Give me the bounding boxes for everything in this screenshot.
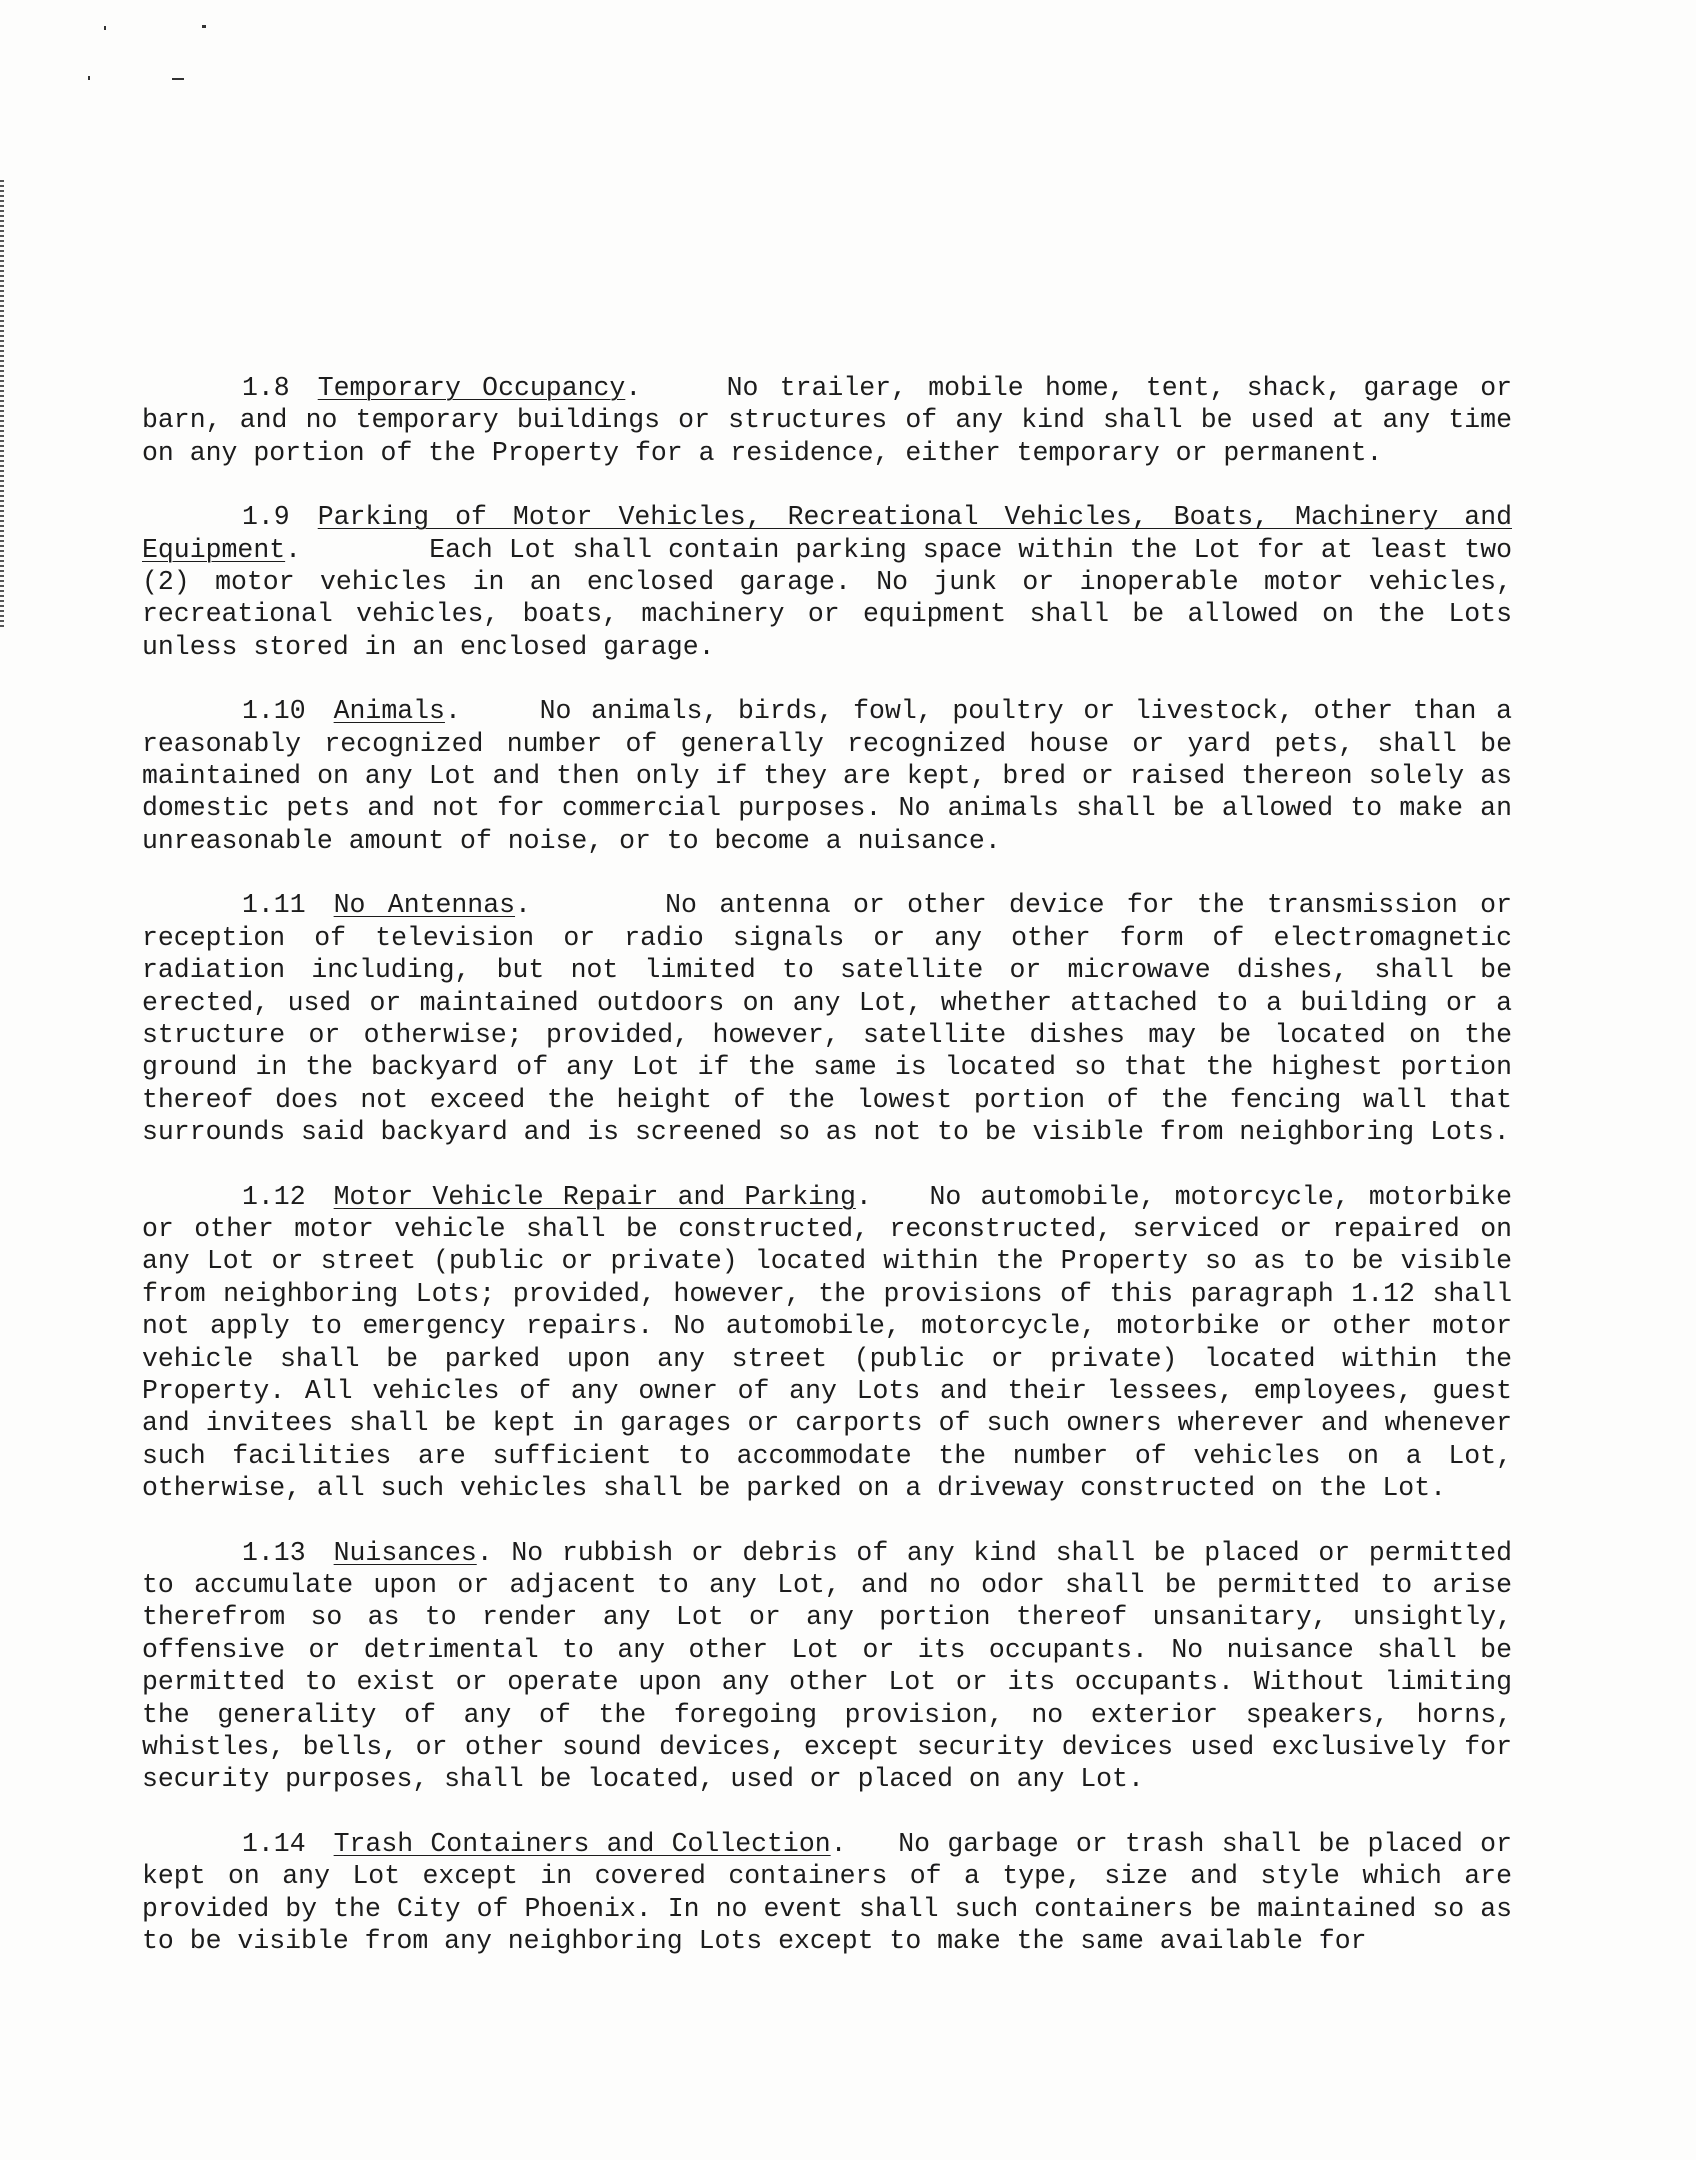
section-1-14: 1.14 Trash Containers and Collection. No garbage or trash shall be placed or kept on any Lot except in covered containers of a type, size and style which are provided by the City of Phoenix. In no event shall such containers be maintained so as to be visible from any neighboring Lots except to make the same available for bbox=[142, 1828, 1512, 1957]
section-1-8: 1.8 Temporary Occupancy. No trailer, mobile home, tent, shack, garage or barn, and no temporary buildings or structures of any kind shall be used at any time on any portion of the Property for a residence, either temporary or permanent. bbox=[142, 373, 1513, 468]
section-1-9: 1.9 Parking of Motor Vehicles, Recreational Vehicles, Boats, Machinery and Equipment. Each Lot shall contain parking space within the Lot for at least two (2) motor vehicles in an enclosed garage. No junk or inoperable motor vehicles, recreational vehicles, boats, machinery or equipment shall be allowed on the Lots unless stored in an enclosed garage. bbox=[142, 502, 1512, 662]
section-number: 1.8 bbox=[242, 373, 290, 403]
section-body: No garbage or trash shall be placed or kept on any Lot except in covered containers of a type, size and style which are provided by the City of Phoenix. In no event shall such containers be maintained so as to be visible from any neighboring Lots except to make the same available for bbox=[142, 1828, 1512, 1957]
section-1-12: 1.12 Motor Vehicle Repair and Parking. No automobile, motorcycle, motorbike or other motor vehicle shall be constructed, reconstructed, serviced or repaired on any Lot or street (public or private) located within the Property so as to be visible from neighboring Lots; provided, however, the provisions of this paragraph 1.12 shall not apply to emergency repairs. No automobile, motorcycle, motorbike or other motor vehicle shall be parked upon any street (public or private) located within the Property. All vehicles of any owner of any Lots and their lessees, employees, guest and invitees shall be kept in garages or carports of such owners wherever and whenever such facilities are sufficient to accommodate the number of vehicles on a Lot, otherwise, all such vehicles shall be parked on a driveway constructed on the Lot. bbox=[142, 1181, 1512, 1504]
section-number: 1.12 bbox=[242, 1181, 306, 1212]
section-body: Each Lot shall contain parking space within the Lot for at least two (2) motor vehicles in an enclosed garage. No junk or inoperable motor vehicles, recreational vehicles, boats, machinery or equipment shall be allowed on the Lots unless stored in an enclosed garage. bbox=[142, 534, 1512, 662]
section-body: No rubbish or debris of any kind shall be placed or permitted to accumulate upon or adjacent to any Lot, and no odor shall be permitted to arise therefrom so as to render any Lot or any portion thereof unsanitary, unsightly, offensive or detrimental to any other Lot or its occupants. No nuisance shall be permitted to exist or operate upon any other Lot or its occupants. Without limiting the generality of any of the foregoing provision, no exterior speakers, horns, whistles, bells, or other sound devices, except security devices used exclusively for security purposes, shall be located, used or placed on any Lot. bbox=[142, 1537, 1512, 1795]
section-heading: No Antennas bbox=[333, 890, 516, 921]
scan-speck bbox=[104, 26, 106, 30]
scan-edge-bar bbox=[0, 180, 4, 630]
section-body: No animals, birds, fowl, poultry or livestock, other than a reasonably recognized number of generally recognized house or yard pets, shall be maintained on any Lot and then only if they are kept, bred or raised thereon solely as domestic pets and not for commercial purposes. No animals shall be allowed to make an unreasonable amount of noise, or to become a nuisance. bbox=[142, 696, 1512, 856]
scan-speck bbox=[202, 25, 206, 28]
section-body: No trailer, mobile home, tent, shack, garage or barn, and no temporary buildings or structures of any kind shall be used at any time on any portion of the Property for a residence, either temporary or permanent. bbox=[142, 373, 1513, 468]
section-heading: Motor Vehicle Repair and Parking bbox=[333, 1181, 856, 1212]
section-number: 1.11 bbox=[242, 890, 306, 921]
scan-speck bbox=[172, 78, 184, 80]
section-1-13: 1.13 Nuisances. No rubbish or debris of any kind shall be placed or permitted to accumulate upon or adjacent to any Lot, and no odor shall be permitted to arise therefrom so as to render any Lot or any portion thereof unsanitary, unsightly, offensive or detrimental to any other Lot or its occupants. No nuisance shall be permitted to exist or operate upon any other Lot or its occupants. Without limiting the generality of any of the foregoing provision, no exterior speakers, horns, whistles, bells, or other sound devices, except security devices used exclusively for security purposes, shall be located, used or placed on any Lot. bbox=[142, 1537, 1512, 1795]
document-body bbox=[142, 372, 1512, 1989]
section-heading: Temporary Occupancy bbox=[317, 373, 626, 403]
section-heading: Nuisances bbox=[333, 1537, 477, 1568]
section-body: No automobile, motorcycle, motorbike or other motor vehicle shall be constructed, reconstructed, serviced or repaired on any Lot or street (public or private) located within the Property so as to be visible from neighboring Lots; provided, however, the provisions of this paragraph 1.12 shall not apply to emergency repairs. No automobile, motorcycle, motorbike or other motor vehicle shall be parked upon any street (public or private) located within the Property. All vehicles of any owner of any Lots and their lessees, employees, guest and invitees shall be kept in garages or carports of such owners wherever and whenever such facilities are sufficient to accommodate the number of vehicles on a Lot, otherwise, all such vehicles shall be parked on a driveway constructed on the Lot. bbox=[142, 1181, 1512, 1504]
section-number: 1.9 bbox=[242, 502, 290, 533]
section-heading: Trash Containers and Collection bbox=[333, 1828, 831, 1859]
section-number: 1.13 bbox=[242, 1537, 306, 1568]
section-heading: Parking of Motor Vehicles, Recreational Vehicles, Boats, Machinery and Equipment bbox=[142, 502, 1512, 565]
section-number: 1.10 bbox=[242, 696, 306, 727]
section-heading: Animals bbox=[333, 696, 445, 727]
scan-speck bbox=[88, 76, 90, 80]
section-body: No antenna or other device for the transmission or reception of television or radio signals or any other form of electromagnetic radiation including, but not limited to satellite or microwave dishes, shall be erected, used or maintained outdoors on any Lot, whether attached to a building or a structure or otherwise; provided, however, satellite dishes may be located on the ground in the backyard of any Lot if the same is located so that the highest portion thereof does not exceed the height of the lowest portion of the fencing wall that surrounds said backyard and is screened so as not to be visible from neighboring Lots. bbox=[142, 890, 1512, 1148]
section-number: 1.14 bbox=[242, 1828, 306, 1859]
section-1-10: 1.10 Animals. No animals, birds, fowl, poultry or livestock, other than a reasonably recognized number of generally recognized house or yard pets, shall be maintained on any Lot and then only if they are kept, bred or raised thereon solely as domestic pets and not for commercial purposes. No animals shall be allowed to make an unreasonable amount of noise, or to become a nuisance. bbox=[142, 696, 1512, 856]
section-1-11: 1.11 No Antennas. No antenna or other device for the transmission or reception of television or radio signals or any other form of electromagnetic radiation including, but not limited to satellite or microwave dishes, shall be erected, used or maintained outdoors on any Lot, whether attached to a building or a structure or otherwise; provided, however, satellite dishes may be located on the ground in the backyard of any Lot if the same is located so that the highest portion thereof does not exceed the height of the lowest portion of the fencing wall that surrounds said backyard and is screened so as not to be visible from neighboring Lots. bbox=[142, 890, 1512, 1148]
